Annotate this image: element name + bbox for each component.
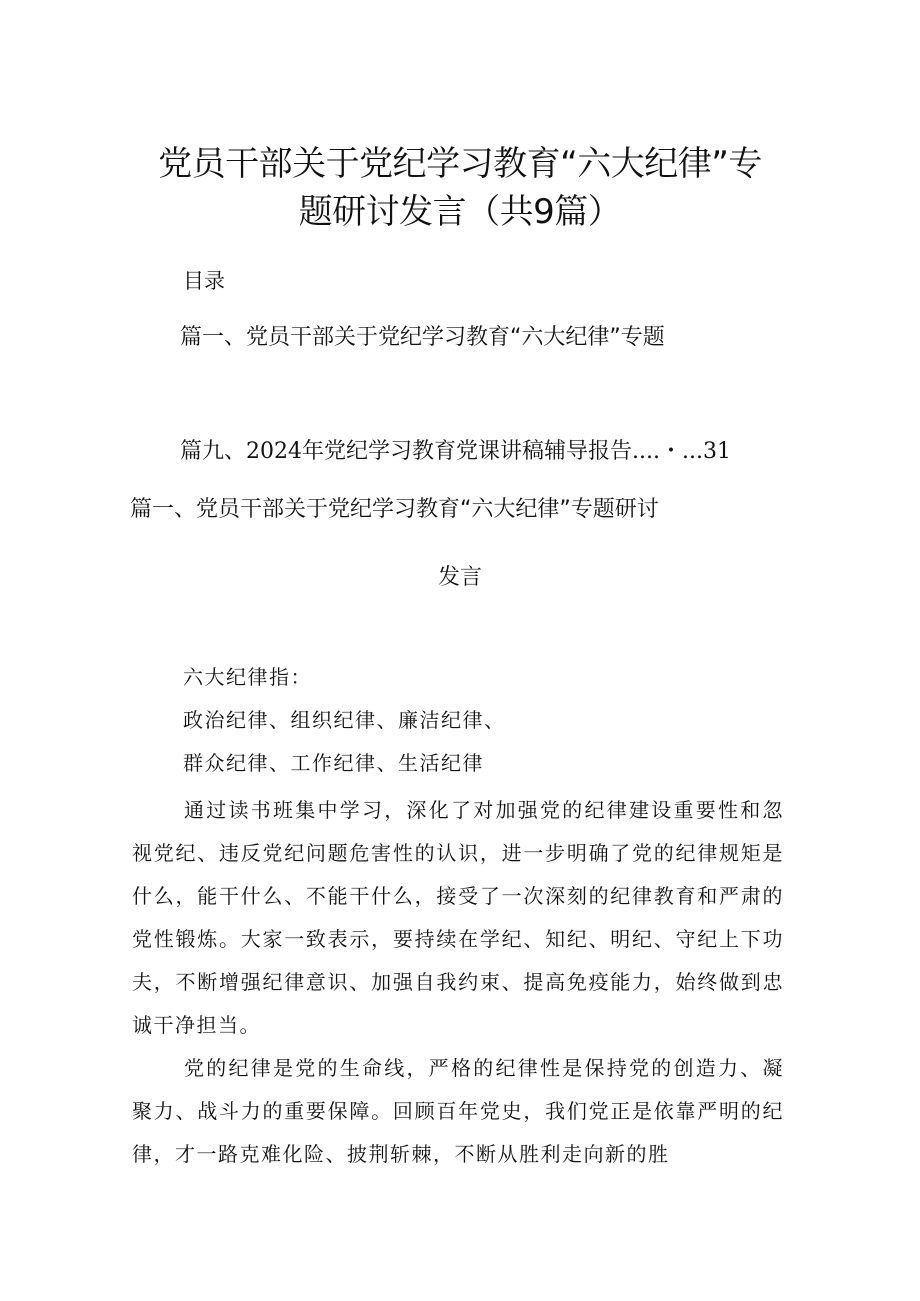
body-paragraph: 通过读书班集中学习，深化了对加强党的纪律建设重要性和忽视党纪、违反党纪问题危害性的认识，进一步明确了党的纪律规矩是什么，能干什么、不能干什么，接受了一次深刻的纪律教育和严肃的党性锻炼。大家一致表示，要持续在学纪、知纪、明纪、守纪上下功夫，不断增强纪律意识、加强自我约束、提高免疫能力，始终做到忠诚干净担当。 <box>132 798 784 1037</box>
body-line: 政治纪律、组织纪律、廉洁纪律、 <box>183 708 506 732</box>
body-line: 六大纪律指： <box>183 665 312 689</box>
toc-item[interactable]: 篇九、2024年党纪学习教育党课讲稿辅导报告....・...31 <box>180 439 731 464</box>
section-heading-line-2: 发言 <box>437 565 482 590</box>
document-title-line-2: 题研讨发言（共9篇） <box>298 192 622 232</box>
toc-label: 目录 <box>183 269 225 293</box>
document-title-line-1: 党员干部关于党纪学习教育“六大纪律”专 <box>158 144 762 184</box>
toc-item[interactable]: 篇一、党员干部关于党纪学习教育“六大纪律”专题 <box>180 325 665 350</box>
body-line: 群众纪律、工作纪律、生活纪律 <box>183 751 484 775</box>
body-paragraph: 党的纪律是党的生命线，严格的纪律性是保持党的创造力、凝聚力、战斗力的重要保障。回顾百年党史，我们党正是依靠严明的纪律，才一路克难化险、披荆斩棘，不断从胜利走向新的胜 <box>132 1056 784 1166</box>
section-heading-line-1: 篇一、党员干部关于党纪学习教育“六大纪律”专题研讨 <box>130 497 659 522</box>
